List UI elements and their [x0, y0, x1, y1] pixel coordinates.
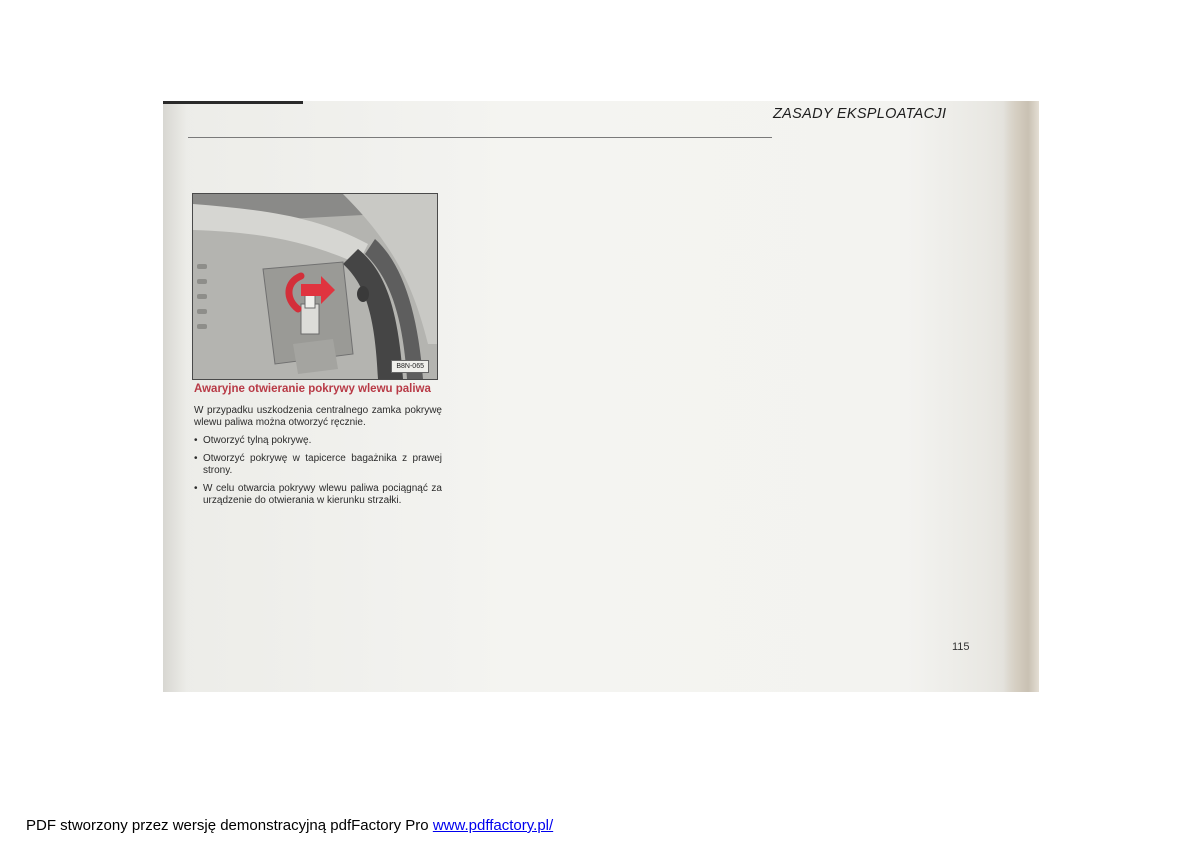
page-binding-edge — [1003, 101, 1039, 692]
instruction-block — [194, 383, 442, 513]
footer-text: PDF stworzony przez wersję demonstracyjną pdfFactory Pro — [26, 817, 429, 834]
page-shadow-left — [163, 101, 187, 692]
instruction-step-text: Otworzyć pokrywę w tapicerce bagażnika z prawej strony. — [203, 453, 442, 476]
instruction-steps — [194, 435, 442, 507]
page-edge-top — [163, 101, 303, 104]
trunk-interior-drawing — [193, 194, 437, 379]
bullet-icon: • — [194, 435, 198, 446]
instruction-intro: W przypadku uszkodzenia centralnego zamka pokrywę wlewu paliwa można otworzyć ręcznie. — [194, 405, 442, 428]
header-rule — [188, 137, 772, 138]
pdf-footer — [26, 817, 553, 834]
footer-link[interactable]: www.pdffactory.pl/ — [432, 817, 554, 834]
instruction-step-2 — [194, 453, 442, 477]
instruction-step-text: W celu otwarcia pokrywy wlewu paliwa pociągnąć za urządzenie do otwierania w kierunku strzałki. — [203, 483, 442, 506]
instruction-step-3 — [194, 483, 442, 507]
figure-code-label: B8N-065 — [391, 360, 429, 373]
bullet-icon: • — [194, 453, 198, 464]
scanned-manual-page — [163, 101, 1039, 692]
section-title: ZASADY EKSPLOATACJI — [773, 106, 947, 122]
instruction-step-1 — [194, 435, 442, 447]
bullet-icon: • — [194, 483, 198, 494]
page-number: 115 — [952, 641, 970, 653]
illustration-fuel-flap-release — [192, 193, 438, 380]
instruction-heading: Awaryjne otwieranie pokrywy wlewu paliwa — [194, 383, 431, 395]
instruction-step-text: Otworzyć tylną pokrywę. — [203, 435, 312, 446]
